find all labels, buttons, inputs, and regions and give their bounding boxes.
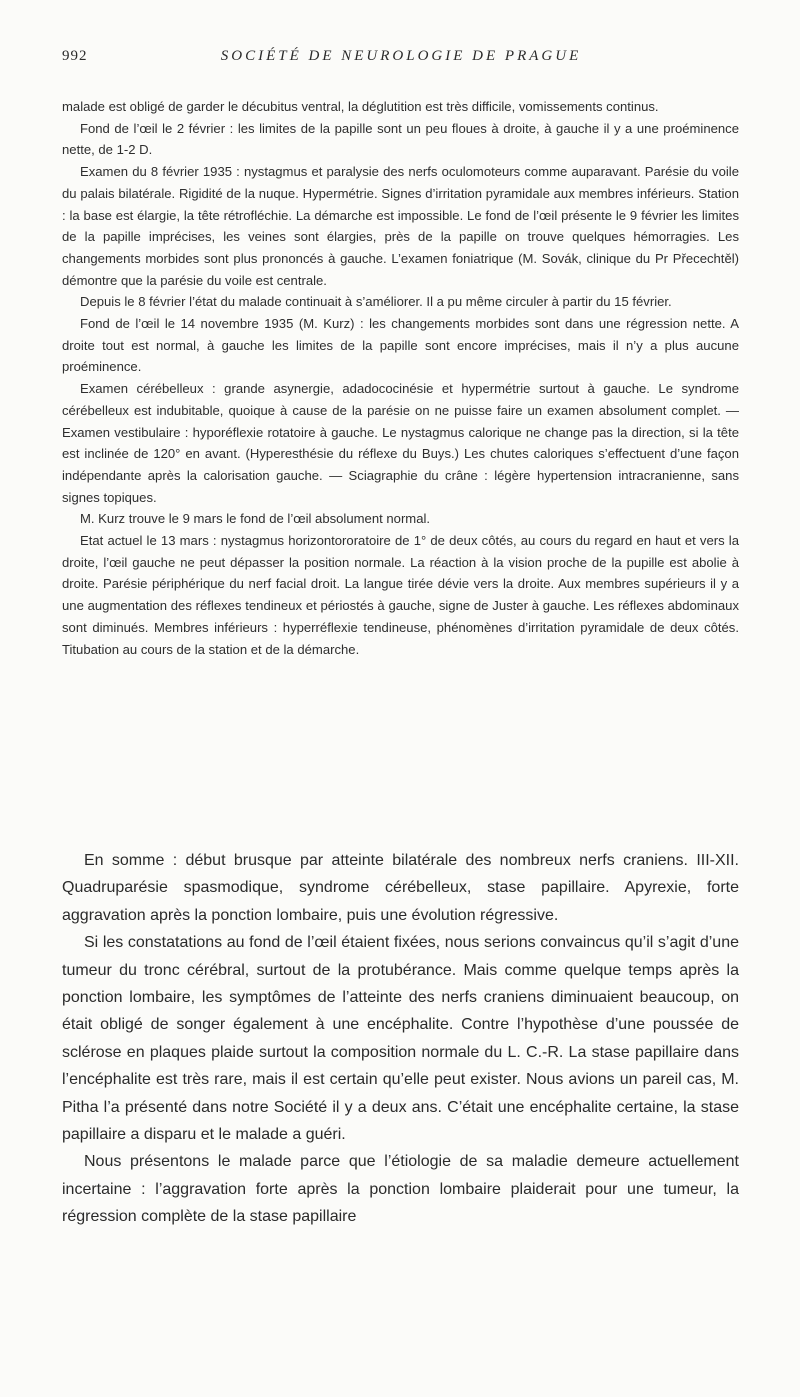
paragraph: En somme : début brusque par atteinte bilatérale des nombreux nerfs craniens. III-XII. Quadruparésie spasmodique, syndrome cérébelleux, stase papillaire. Apyrexie, forte aggravation après la ponction lombaire, puis une évolution régressive.: [62, 852, 739, 924]
running-title: SOCIÉTÉ DE NEUROLOGIE DE PRAGUE: [220, 48, 582, 64]
discussion-body: [62, 847, 739, 1231]
paragraph: Depuis le 8 février l’état du malade continuait à s’améliorer. Il a pu même circuler à partir du 15 février.: [80, 294, 672, 310]
paragraph: Fond de l’œil le 14 novembre 1935 (M. Kurz) : les changements morbides sont dans une régression nette. A droite tout est normal, à gauche les limites de la papille sont encore imprécises, mais il n’y a plus aucune proéminence.: [62, 316, 739, 375]
page-number: 992: [62, 48, 88, 64]
paragraph: Etat actuel le 13 mars : nystagmus horizontororatoire de 1° de deux côtés, au cours du regard en haut et vers la droite, l’œil gauche ne peut dépasser la position normale. La réaction à la vision proche de la pupille est abolie à droite. Parésie périphérique du nerf facial droit. La langue tirée dévie vers la droite. Aux membres supérieurs il y a une augmentation des réflexes tendineux et périostés à gauche, signe de Juster à gauche. Les réflexes abdominaux sont diminués. Membres inférieurs : hyperréflexie tendineuse, phénomènes d’irritation pyramidale de deux côtés. Titubation au cours de la station et de la démarche.: [62, 533, 739, 657]
paragraph: Si les constatations au fond de l’œil étaient fixées, nous serions convaincus qu’il s’agit d’une tumeur du tronc cérébral, surtout de la protubérance. Mais comme quelque temps après la ponction lombaire, les symptômes de l’atteinte des nerfs craniens diminuaient beaucoup, on était obligé de songer également à une encéphalite. Contre l’hypothèse d’une poussée de sclérose en plaques plaide surtout la composition normale du L. C.-R. La stase papillaire dans l’encéphalite est très rare, mais il est certain qu’elle peut exister. Nous avions un pareil cas, M. Pitha l’a présenté dans notre Société il y a deux ans. C’était une encéphalite certaine, la stase papillaire a disparu et le malade a guéri.: [62, 934, 739, 1144]
paragraph: Examen du 8 février 1935 : nystagmus et paralysie des nerfs oculomoteurs comme auparavant. Parésie du voile du palais bilatérale. Rigidité de la nuque. Hypermétrie. Signes d’irritation pyramidale aux membres inférieurs. Station : la base est élargie, la tête rétrofléchie. La démarche est impossible. Le fond de l’œil présente le 9 février les limites de la papille imprécises, les veines sont élargies, près de la papille on trouve quelques hémorragies. Les changements morbides sont plus prononcés à gauche. L’examen foniatrique (M. Sovák, clinique du Pr Přecechtěl) démontre que la parésie du voile est centrale.: [62, 164, 739, 288]
page-header: [62, 48, 740, 70]
paragraph: Fond de l’œil le 2 février : les limites de la papille sont un peu floues à droite, à gauche il y a une proéminence nette, de 1-2 D.: [62, 120, 739, 158]
paragraph: malade est obligé de garder le décubitus ventral, la déglutition est très difficile, vomissements continus.: [62, 99, 659, 114]
case-report-small-print: [62, 96, 739, 660]
paragraph: Examen cérébelleux : grande asynergie, adadococinésie et hypermétrie surtout à gauche. Le syndrome cérébelleux est indubitable, quoique à cause de la parésie on ne puisse faire un examen absolument complet. — Examen vestibulaire : hyporéflexie rotatoire à gauche. Le nystagmus calorique ne change pas la direction, si la tête est inclinée de 120° en avant. (Hyperesthésie du réflexe du Buys.) Les chutes caloriques s’effectuent d’une façon indépendante après la calorisation gauche. — Sciagraphie du crâne : légère hypertension intracranienne, sans signes topiques.: [62, 381, 739, 505]
paragraph: M. Kurz trouve le 9 mars le fond de l’œil absolument normal.: [80, 511, 431, 527]
paragraph: Nous présentons le malade parce que l’étiologie de sa maladie demeure actuellement incertaine : l’aggravation forte après la ponction lombaire plaiderait pour une tumeur, la régression complète de la stase papillaire: [62, 1153, 739, 1226]
